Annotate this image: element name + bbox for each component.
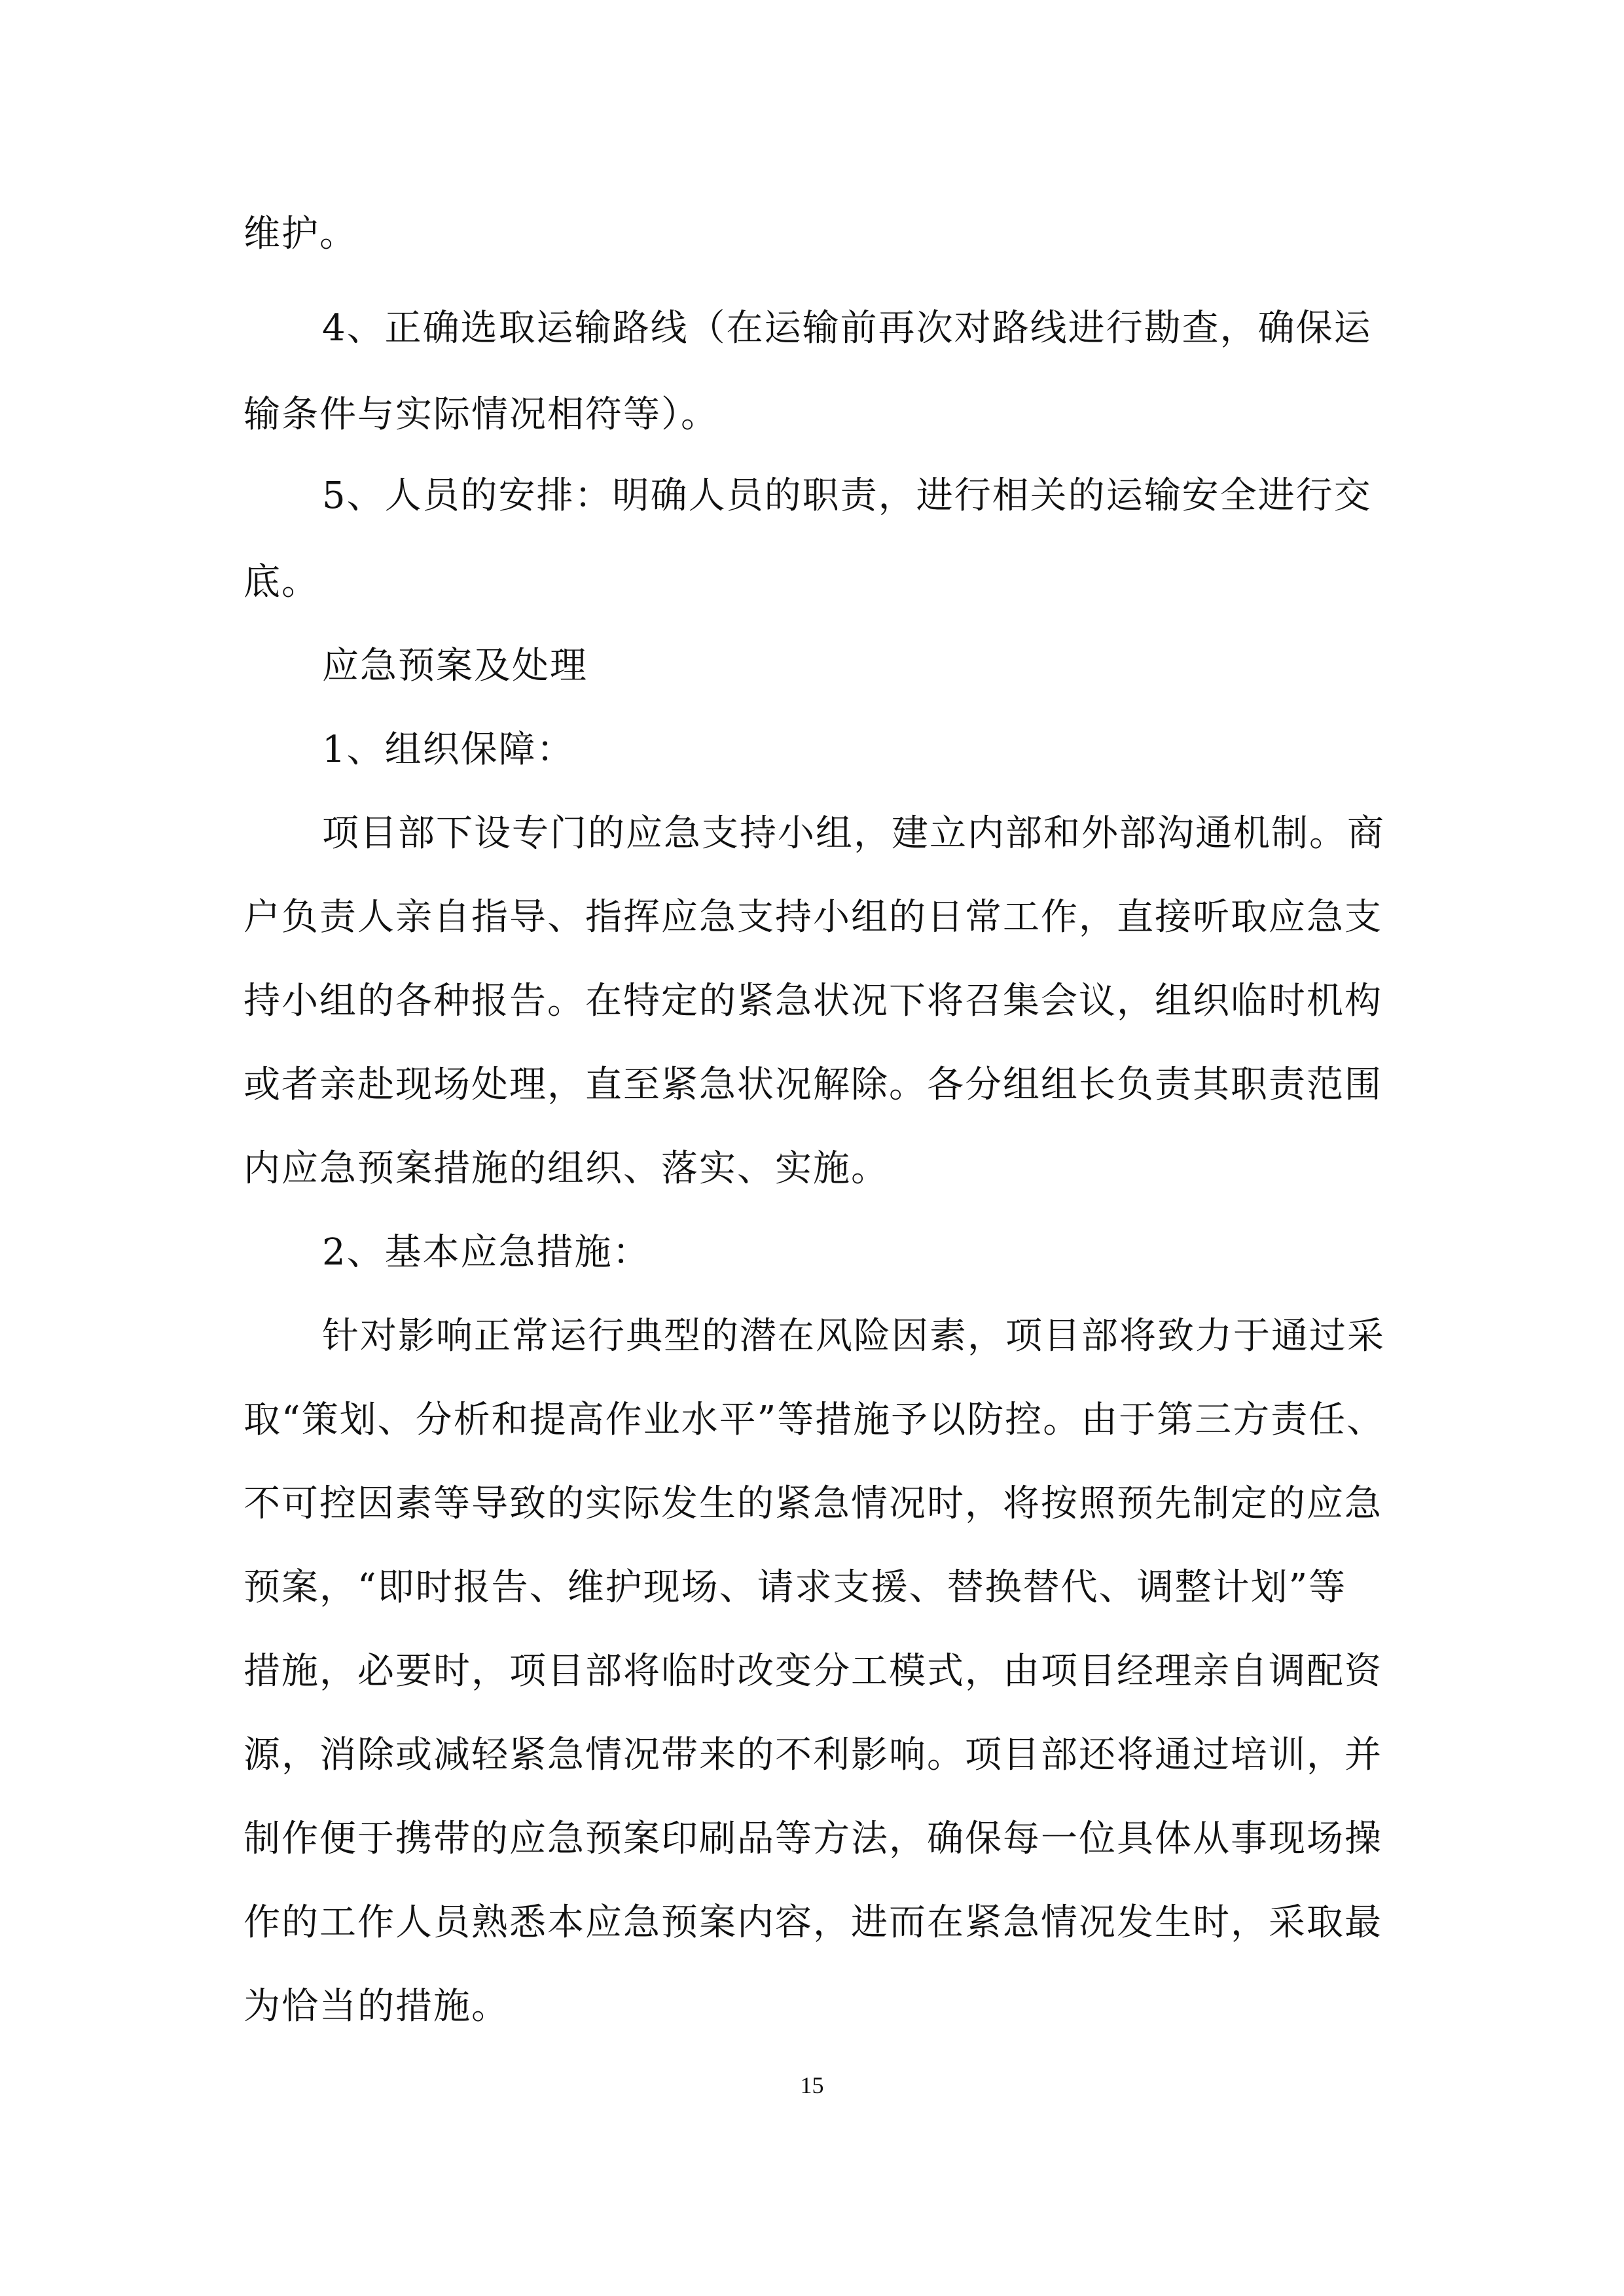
paragraph-measures-line-3: 不可控因素等导致的实际发生的紧急情况时，将按照预先制定的应急 [244, 1482, 1382, 1525]
subheading-basic-measures: 2、基本应急措施： [322, 1231, 651, 1274]
text-line-maintenance: 维护。 [244, 213, 357, 255]
text-line-route-selection: 4、正确选取运输路线（在运输前再次对路线进行勘查，确保运 [322, 307, 1372, 350]
paragraph-measures-line-4: 预案，“即时报告、维护现场、请求支援、替换替代、调整计划”等 [244, 1566, 1347, 1609]
paragraph-measures-line-6: 源，消除或减轻紧急情况带来的不利影响。项目部还将通过培训，并 [244, 1734, 1382, 1776]
paragraph-measures-line-1: 针对影响正常运行典型的潜在风险因素，项目部将致力于通过采 [322, 1315, 1385, 1357]
section-heading-emergency-plan: 应急预案及处理 [322, 645, 588, 687]
page-number: 15 [800, 2072, 824, 2098]
text-line-route-selection-cont: 输条件与实际情况相符等）。 [244, 393, 719, 436]
paragraph-measures-line-2: 取“策划、分析和提高作业水平”等措施予以防控。由于第三方责任、 [244, 1399, 1385, 1441]
text-line-staff-arrangement: 5、人员的安排：明确人员的职责，进行相关的运输安全进行交 [322, 475, 1372, 517]
paragraph-measures-line-8: 作的工作人员熟悉本应急预案内容，进而在紧急情况发生时，采取最 [244, 1901, 1382, 1944]
paragraph-measures-line-9: 为恰当的措施。 [244, 1985, 509, 2028]
paragraph-organization-line-5: 内应急预案措施的组织、落实、实施。 [244, 1147, 889, 1190]
paragraph-organization-line-1: 项目部下设专门的应急支持小组，建立内部和外部沟通机制。商 [322, 812, 1385, 855]
paragraph-organization-line-2: 户负责人亲自指导、指挥应急支持小组的日常工作，直接听取应急支 [244, 896, 1382, 939]
text-line-staff-arrangement-cont: 底。 [244, 561, 319, 603]
paragraph-organization-line-3: 持小组的各种报告。在特定的紧急状况下将召集会议，组织临时机构 [244, 980, 1382, 1022]
paragraph-measures-line-7: 制作便于携带的应急预案印刷品等方法，确保每一位具体从事现场操 [244, 1818, 1382, 1860]
paragraph-organization-line-4: 或者亲赴现场处理，直至紧急状况解除。各分组组长负责其职责范围 [244, 1064, 1382, 1106]
subheading-organization: 1、组织保障： [322, 728, 575, 771]
paragraph-measures-line-5: 措施，必要时，项目部将临时改变分工模式，由项目经理亲自调配资 [244, 1650, 1382, 1693]
